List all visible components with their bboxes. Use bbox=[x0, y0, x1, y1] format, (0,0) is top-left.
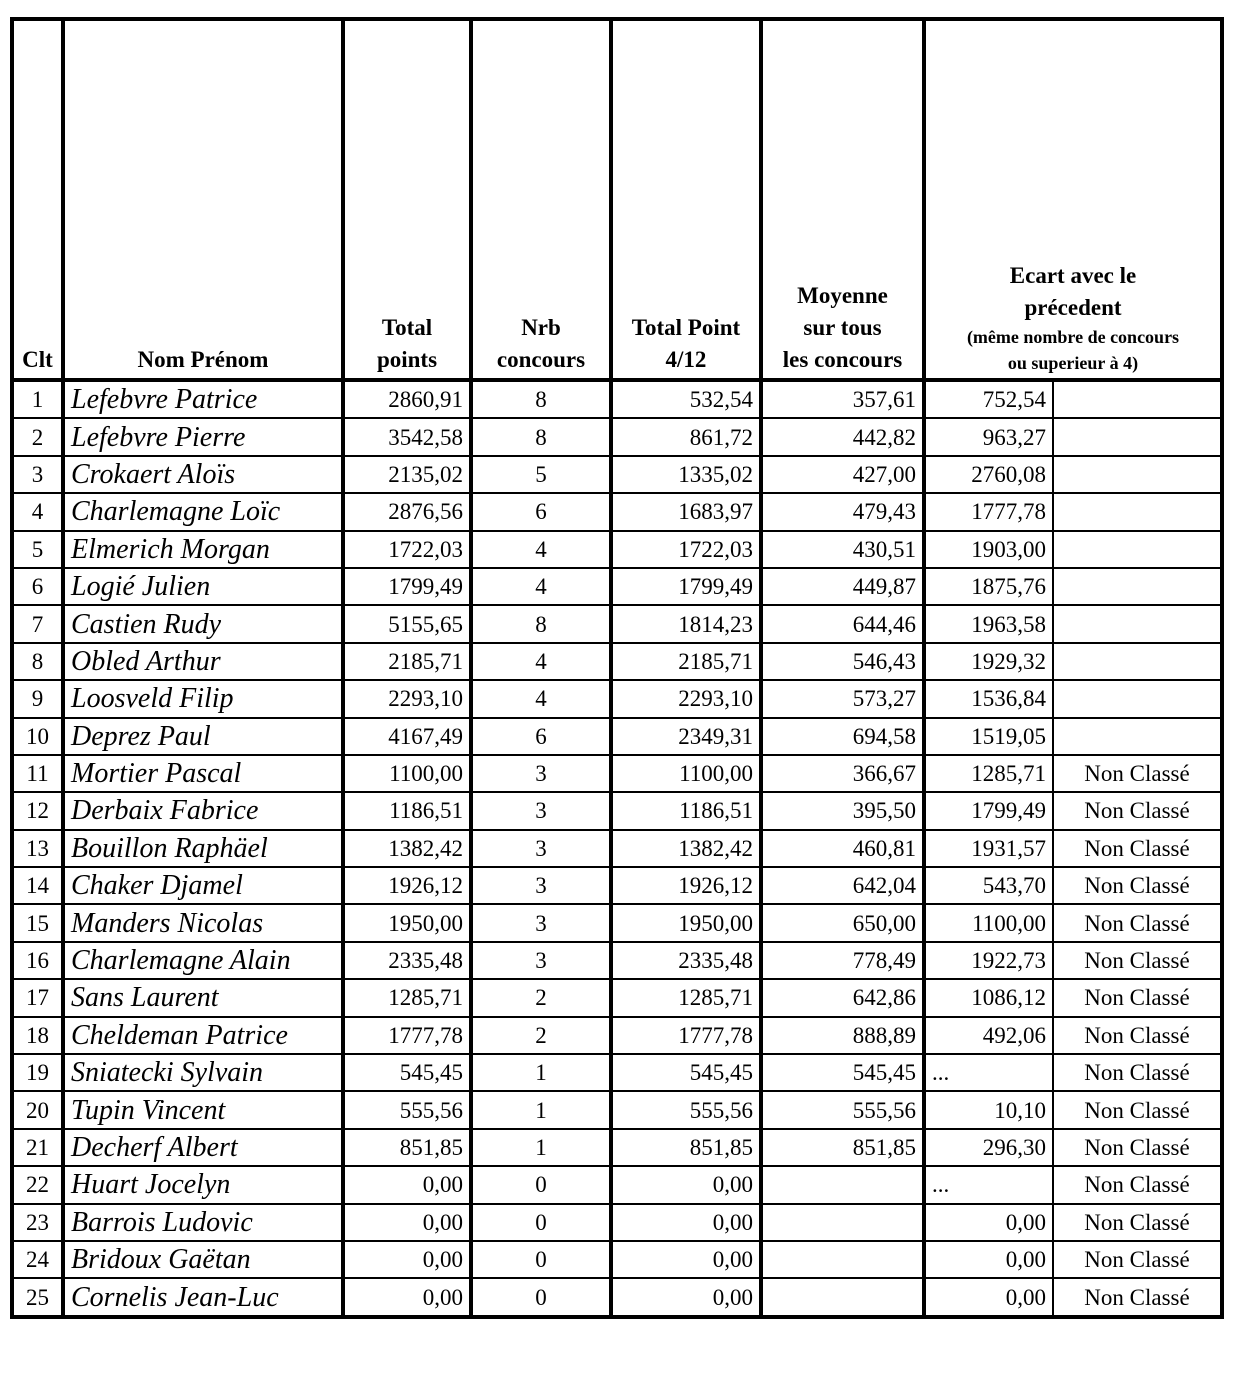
ecart-cell: 963,27 bbox=[924, 418, 1053, 455]
total-point-4-12-cell: 1814,23 bbox=[611, 605, 761, 642]
nrb-concours-cell: 2 bbox=[471, 1017, 611, 1054]
total-point-4-12-cell: 861,72 bbox=[611, 418, 761, 455]
table-row bbox=[12, 1278, 1222, 1316]
ecart-cell: 1963,58 bbox=[924, 605, 1053, 642]
total-points-cell: 2335,48 bbox=[343, 942, 471, 979]
total-point-4-12-cell: 2335,48 bbox=[611, 942, 761, 979]
rank-cell: 21 bbox=[12, 1129, 63, 1166]
table-row bbox=[12, 1091, 1222, 1128]
total-points-cell: 5155,65 bbox=[343, 605, 471, 642]
ecart-cell: 1929,32 bbox=[924, 643, 1053, 680]
status-cell bbox=[1053, 531, 1222, 568]
moyenne-cell: 357,61 bbox=[761, 380, 924, 418]
total-point-4-12-cell: 1683,97 bbox=[611, 493, 761, 530]
rank-cell: 15 bbox=[12, 904, 63, 941]
status-cell: Non Classé bbox=[1053, 979, 1222, 1016]
table-row bbox=[12, 493, 1222, 530]
status-cell: Non Classé bbox=[1053, 1278, 1222, 1316]
rank-cell: 7 bbox=[12, 605, 63, 642]
ecart-cell: ... bbox=[924, 1054, 1053, 1091]
moyenne-cell: 644,46 bbox=[761, 605, 924, 642]
total-point-4-12-cell: 545,45 bbox=[611, 1054, 761, 1091]
rank-cell: 17 bbox=[12, 979, 63, 1016]
rank-cell: 13 bbox=[12, 830, 63, 867]
nrb-concours-cell: 1 bbox=[471, 1054, 611, 1091]
header-nom: Nom Prénom bbox=[63, 19, 343, 380]
total-points-cell: 0,00 bbox=[343, 1278, 471, 1316]
name-cell: Bridoux Gaëtan bbox=[63, 1241, 343, 1278]
total-point-4-12-cell: 0,00 bbox=[611, 1241, 761, 1278]
moyenne-cell: 430,51 bbox=[761, 531, 924, 568]
table-row bbox=[12, 380, 1222, 418]
header-nrb-concours: Nrb concours bbox=[471, 19, 611, 380]
table-row bbox=[12, 418, 1222, 455]
moyenne-cell: 642,04 bbox=[761, 867, 924, 904]
name-cell: Tupin Vincent bbox=[63, 1091, 343, 1128]
name-cell: Barrois Ludovic bbox=[63, 1204, 343, 1241]
status-cell: Non Classé bbox=[1053, 867, 1222, 904]
moyenne-cell: 851,85 bbox=[761, 1129, 924, 1166]
nrb-concours-cell: 0 bbox=[471, 1204, 611, 1241]
moyenne-cell bbox=[761, 1278, 924, 1316]
table-row bbox=[12, 867, 1222, 904]
total-points-cell: 555,56 bbox=[343, 1091, 471, 1128]
moyenne-cell: 650,00 bbox=[761, 904, 924, 941]
status-cell bbox=[1053, 456, 1222, 493]
name-cell: Crokaert Aloïs bbox=[63, 456, 343, 493]
moyenne-cell: 427,00 bbox=[761, 456, 924, 493]
total-point-4-12-cell: 555,56 bbox=[611, 1091, 761, 1128]
total-point-4-12-cell: 1186,51 bbox=[611, 792, 761, 829]
total-points-cell: 2293,10 bbox=[343, 680, 471, 717]
header-total-point-4-12: Total Point 4/12 bbox=[611, 19, 761, 380]
table-row bbox=[12, 792, 1222, 829]
ecart-cell: 2760,08 bbox=[924, 456, 1053, 493]
status-cell: Non Classé bbox=[1053, 942, 1222, 979]
status-cell bbox=[1053, 418, 1222, 455]
ecart-cell: 1922,73 bbox=[924, 942, 1053, 979]
rank-cell: 10 bbox=[12, 718, 63, 755]
nrb-concours-cell: 3 bbox=[471, 942, 611, 979]
total-points-cell: 1799,49 bbox=[343, 568, 471, 605]
table-row bbox=[12, 568, 1222, 605]
status-cell: Non Classé bbox=[1053, 755, 1222, 792]
total-point-4-12-cell: 1382,42 bbox=[611, 830, 761, 867]
ranking-rows bbox=[12, 380, 1222, 1317]
total-points-cell: 2185,71 bbox=[343, 643, 471, 680]
ecart-cell: 1285,71 bbox=[924, 755, 1053, 792]
name-cell: Loosveld Filip bbox=[63, 680, 343, 717]
total-point-4-12-cell: 0,00 bbox=[611, 1204, 761, 1241]
table-row bbox=[12, 680, 1222, 717]
status-cell: Non Classé bbox=[1053, 1241, 1222, 1278]
moyenne-cell bbox=[761, 1166, 924, 1203]
total-points-cell: 1722,03 bbox=[343, 531, 471, 568]
rank-cell: 4 bbox=[12, 493, 63, 530]
nrb-concours-cell: 4 bbox=[471, 643, 611, 680]
name-cell: Lefebvre Patrice bbox=[63, 380, 343, 418]
ecart-cell: 296,30 bbox=[924, 1129, 1053, 1166]
total-point-4-12-cell: 1335,02 bbox=[611, 456, 761, 493]
total-points-cell: 4167,49 bbox=[343, 718, 471, 755]
nrb-concours-cell: 4 bbox=[471, 680, 611, 717]
moyenne-cell: 395,50 bbox=[761, 792, 924, 829]
ecart-cell: 1519,05 bbox=[924, 718, 1053, 755]
table-row bbox=[12, 942, 1222, 979]
status-cell bbox=[1053, 380, 1222, 418]
ecart-cell: 1799,49 bbox=[924, 792, 1053, 829]
total-points-cell: 0,00 bbox=[343, 1166, 471, 1203]
rank-cell: 22 bbox=[12, 1166, 63, 1203]
total-point-4-12-cell: 1285,71 bbox=[611, 979, 761, 1016]
rank-cell: 20 bbox=[12, 1091, 63, 1128]
ecart-cell: 0,00 bbox=[924, 1204, 1053, 1241]
rank-cell: 6 bbox=[12, 568, 63, 605]
table-row bbox=[12, 531, 1222, 568]
nrb-concours-cell: 2 bbox=[471, 979, 611, 1016]
name-cell: Manders Nicolas bbox=[63, 904, 343, 941]
ecart-cell: 1536,84 bbox=[924, 680, 1053, 717]
name-cell: Bouillon Raphäel bbox=[63, 830, 343, 867]
header-moyenne: Moyenne sur tous les concours bbox=[761, 19, 924, 380]
name-cell: Mortier Pascal bbox=[63, 755, 343, 792]
status-cell: Non Classé bbox=[1053, 904, 1222, 941]
name-cell: Elmerich Morgan bbox=[63, 531, 343, 568]
moyenne-cell: 573,27 bbox=[761, 680, 924, 717]
ecart-cell: 1875,76 bbox=[924, 568, 1053, 605]
table-row bbox=[12, 1241, 1222, 1278]
nrb-concours-cell: 0 bbox=[471, 1278, 611, 1316]
rank-cell: 5 bbox=[12, 531, 63, 568]
nrb-concours-cell: 6 bbox=[471, 718, 611, 755]
nrb-concours-cell: 0 bbox=[471, 1241, 611, 1278]
total-point-4-12-cell: 2349,31 bbox=[611, 718, 761, 755]
status-cell bbox=[1053, 568, 1222, 605]
name-cell: Sniatecki Sylvain bbox=[63, 1054, 343, 1091]
table-row bbox=[12, 456, 1222, 493]
total-point-4-12-cell: 1100,00 bbox=[611, 755, 761, 792]
name-cell: Decherf Albert bbox=[63, 1129, 343, 1166]
status-cell bbox=[1053, 605, 1222, 642]
total-points-cell: 1285,71 bbox=[343, 979, 471, 1016]
ecart-cell: 1777,78 bbox=[924, 493, 1053, 530]
nrb-concours-cell: 6 bbox=[471, 493, 611, 530]
nrb-concours-cell: 5 bbox=[471, 456, 611, 493]
moyenne-cell: 449,87 bbox=[761, 568, 924, 605]
rank-cell: 9 bbox=[12, 680, 63, 717]
total-points-cell: 1186,51 bbox=[343, 792, 471, 829]
status-cell: Non Classé bbox=[1053, 1054, 1222, 1091]
moyenne-cell bbox=[761, 1204, 924, 1241]
name-cell: Logié Julien bbox=[63, 568, 343, 605]
table-row bbox=[12, 979, 1222, 1016]
total-points-cell: 3542,58 bbox=[343, 418, 471, 455]
ecart-cell: 10,10 bbox=[924, 1091, 1053, 1128]
name-cell: Sans Laurent bbox=[63, 979, 343, 1016]
total-points-cell: 2860,91 bbox=[343, 380, 471, 418]
status-cell: Non Classé bbox=[1053, 830, 1222, 867]
total-point-4-12-cell: 1722,03 bbox=[611, 531, 761, 568]
name-cell: Cheldeman Patrice bbox=[63, 1017, 343, 1054]
nrb-concours-cell: 3 bbox=[471, 867, 611, 904]
nrb-concours-cell: 3 bbox=[471, 755, 611, 792]
ranking-table bbox=[10, 17, 1224, 1319]
moyenne-cell: 546,43 bbox=[761, 643, 924, 680]
table-row bbox=[12, 904, 1222, 941]
status-cell: Non Classé bbox=[1053, 1017, 1222, 1054]
ecart-cell: 0,00 bbox=[924, 1241, 1053, 1278]
rank-cell: 11 bbox=[12, 755, 63, 792]
nrb-concours-cell: 0 bbox=[471, 1166, 611, 1203]
table-row bbox=[12, 643, 1222, 680]
name-cell: Huart Jocelyn bbox=[63, 1166, 343, 1203]
total-points-cell: 1382,42 bbox=[343, 830, 471, 867]
ecart-cell: 543,70 bbox=[924, 867, 1053, 904]
status-cell bbox=[1053, 493, 1222, 530]
nrb-concours-cell: 4 bbox=[471, 568, 611, 605]
rank-cell: 3 bbox=[12, 456, 63, 493]
rank-cell: 24 bbox=[12, 1241, 63, 1278]
total-points-cell: 0,00 bbox=[343, 1241, 471, 1278]
ecart-cell: 492,06 bbox=[924, 1017, 1053, 1054]
header-ecart: Ecart avec le précedent (même nombre de concours ou superieur à 4) bbox=[924, 19, 1222, 380]
total-point-4-12-cell: 532,54 bbox=[611, 380, 761, 418]
name-cell: Obled Arthur bbox=[63, 643, 343, 680]
table-row bbox=[12, 1017, 1222, 1054]
ecart-cell: 0,00 bbox=[924, 1278, 1053, 1316]
moyenne-cell: 442,82 bbox=[761, 418, 924, 455]
moyenne-cell bbox=[761, 1241, 924, 1278]
total-point-4-12-cell: 0,00 bbox=[611, 1166, 761, 1203]
name-cell: Derbaix Fabrice bbox=[63, 792, 343, 829]
moyenne-cell: 642,86 bbox=[761, 979, 924, 1016]
status-cell bbox=[1053, 643, 1222, 680]
total-point-4-12-cell: 851,85 bbox=[611, 1129, 761, 1166]
total-point-4-12-cell: 2185,71 bbox=[611, 643, 761, 680]
moyenne-cell: 366,67 bbox=[761, 755, 924, 792]
rank-cell: 18 bbox=[12, 1017, 63, 1054]
header-row bbox=[12, 19, 1222, 380]
total-points-cell: 545,45 bbox=[343, 1054, 471, 1091]
table-row bbox=[12, 1166, 1222, 1203]
moyenne-cell: 460,81 bbox=[761, 830, 924, 867]
total-points-cell: 2135,02 bbox=[343, 456, 471, 493]
nrb-concours-cell: 1 bbox=[471, 1091, 611, 1128]
moyenne-cell: 555,56 bbox=[761, 1091, 924, 1128]
table-row bbox=[12, 605, 1222, 642]
name-cell: Chaker Djamel bbox=[63, 867, 343, 904]
total-point-4-12-cell: 1926,12 bbox=[611, 867, 761, 904]
ecart-cell: 752,54 bbox=[924, 380, 1053, 418]
nrb-concours-cell: 3 bbox=[471, 792, 611, 829]
moyenne-cell: 479,43 bbox=[761, 493, 924, 530]
total-points-cell: 1777,78 bbox=[343, 1017, 471, 1054]
ecart-cell: 1086,12 bbox=[924, 979, 1053, 1016]
status-cell: Non Classé bbox=[1053, 1166, 1222, 1203]
total-points-cell: 1100,00 bbox=[343, 755, 471, 792]
status-cell: Non Classé bbox=[1053, 1204, 1222, 1241]
table-row bbox=[12, 1204, 1222, 1241]
rank-cell: 23 bbox=[12, 1204, 63, 1241]
rank-cell: 12 bbox=[12, 792, 63, 829]
header-total-points: Total points bbox=[343, 19, 471, 380]
rank-cell: 14 bbox=[12, 867, 63, 904]
total-points-cell: 1926,12 bbox=[343, 867, 471, 904]
header-clt: Clt bbox=[12, 19, 63, 380]
nrb-concours-cell: 3 bbox=[471, 830, 611, 867]
nrb-concours-cell: 8 bbox=[471, 418, 611, 455]
nrb-concours-cell: 3 bbox=[471, 904, 611, 941]
ecart-cell: 1100,00 bbox=[924, 904, 1053, 941]
total-point-4-12-cell: 1950,00 bbox=[611, 904, 761, 941]
header-ecart-note: (même nombre de concours ou superieur à 4) bbox=[966, 327, 1180, 373]
total-points-cell: 851,85 bbox=[343, 1129, 471, 1166]
moyenne-cell: 545,45 bbox=[761, 1054, 924, 1091]
nrb-concours-cell: 4 bbox=[471, 531, 611, 568]
table-row bbox=[12, 1054, 1222, 1091]
table-row bbox=[12, 830, 1222, 867]
name-cell: Lefebvre Pierre bbox=[63, 418, 343, 455]
rank-cell: 16 bbox=[12, 942, 63, 979]
name-cell: Cornelis Jean-Luc bbox=[63, 1278, 343, 1316]
total-points-cell: 2876,56 bbox=[343, 493, 471, 530]
rank-cell: 1 bbox=[12, 380, 63, 418]
rank-cell: 19 bbox=[12, 1054, 63, 1091]
total-points-cell: 0,00 bbox=[343, 1204, 471, 1241]
total-point-4-12-cell: 1799,49 bbox=[611, 568, 761, 605]
nrb-concours-cell: 8 bbox=[471, 380, 611, 418]
total-point-4-12-cell: 2293,10 bbox=[611, 680, 761, 717]
nrb-concours-cell: 1 bbox=[471, 1129, 611, 1166]
status-cell: Non Classé bbox=[1053, 792, 1222, 829]
name-cell: Deprez Paul bbox=[63, 718, 343, 755]
moyenne-cell: 694,58 bbox=[761, 718, 924, 755]
ecart-cell: ... bbox=[924, 1166, 1053, 1203]
rank-cell: 8 bbox=[12, 643, 63, 680]
name-cell: Castien Rudy bbox=[63, 605, 343, 642]
table-row bbox=[12, 1129, 1222, 1166]
total-points-cell: 1950,00 bbox=[343, 904, 471, 941]
rank-cell: 25 bbox=[12, 1278, 63, 1316]
status-cell bbox=[1053, 718, 1222, 755]
status-cell: Non Classé bbox=[1053, 1091, 1222, 1128]
status-cell bbox=[1053, 680, 1222, 717]
name-cell: Charlemagne Loïc bbox=[63, 493, 343, 530]
total-point-4-12-cell: 0,00 bbox=[611, 1278, 761, 1316]
ecart-cell: 1903,00 bbox=[924, 531, 1053, 568]
nrb-concours-cell: 8 bbox=[471, 605, 611, 642]
ecart-cell: 1931,57 bbox=[924, 830, 1053, 867]
rank-cell: 2 bbox=[12, 418, 63, 455]
total-point-4-12-cell: 1777,78 bbox=[611, 1017, 761, 1054]
status-cell: Non Classé bbox=[1053, 1129, 1222, 1166]
table-row bbox=[12, 718, 1222, 755]
name-cell: Charlemagne Alain bbox=[63, 942, 343, 979]
moyenne-cell: 778,49 bbox=[761, 942, 924, 979]
table-row bbox=[12, 755, 1222, 792]
moyenne-cell: 888,89 bbox=[761, 1017, 924, 1054]
